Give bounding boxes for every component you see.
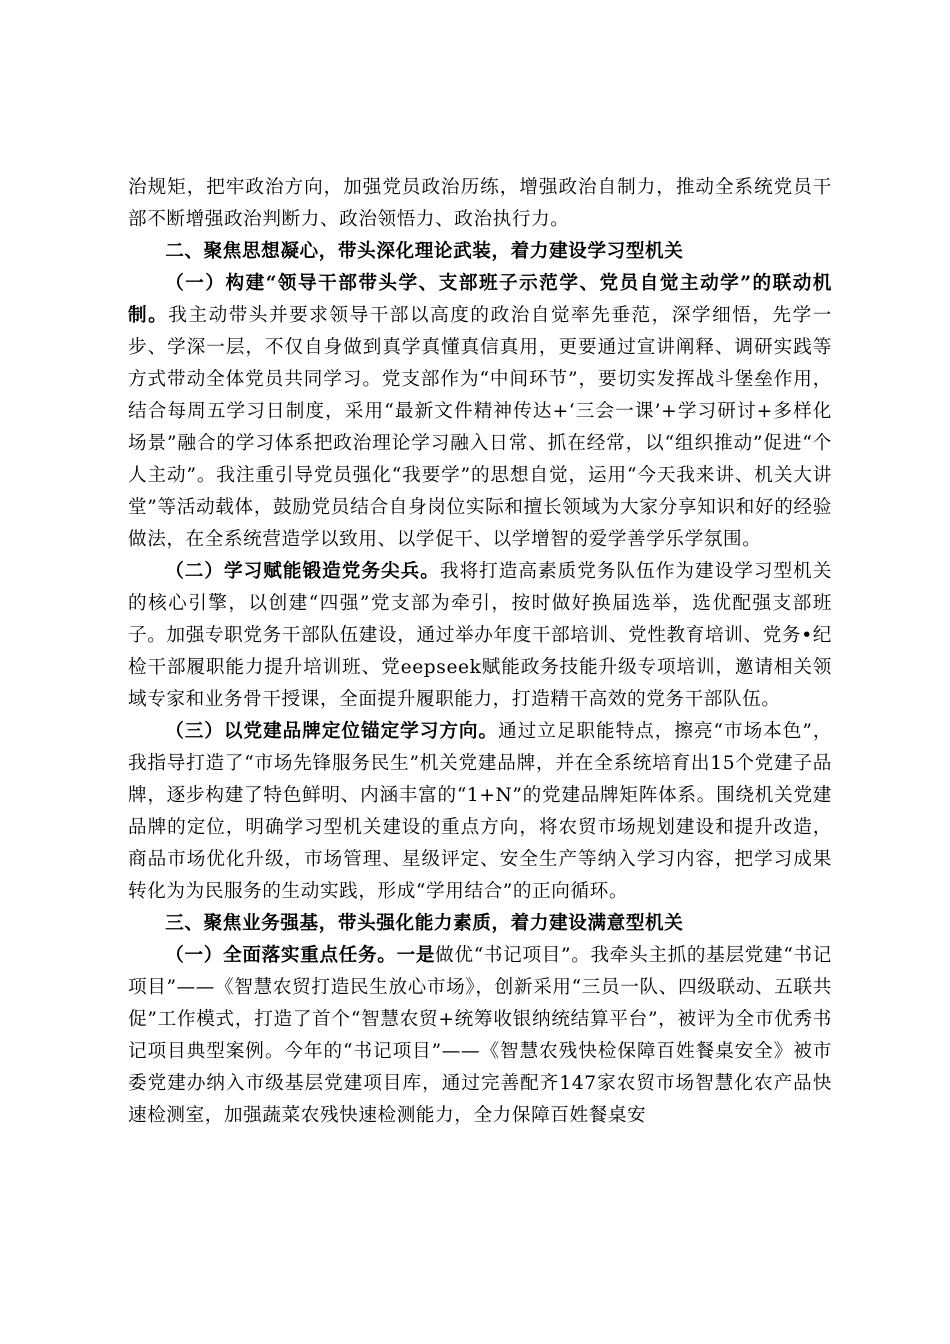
paragraph-2-3 [128,716,832,908]
paragraph-3-1-lead: （一）全面落实重点任务。一是 [165,945,436,966]
paragraph-2-3-lead: （三）以党建品牌定位锚定学习方向。 [165,721,499,742]
paragraph-2-2 [128,556,832,716]
section-heading-2: 二、聚焦思想凝心，带头深化理论武装，着力建设学习型机关 [165,241,684,262]
paragraph-2-2-lead: （二）学习赋能锻造党务尖兵。 [165,561,440,582]
paragraph-2-1-lead: （一）构建“领导干部带头学、支部班子示范学、党员自觉主动学”的联动机制。 [128,273,832,326]
paragraph-2-1-body: 我主动带头并要求领导干部以高度的政治自觉率先垂范，深学细悟，先学一步、学深一层，不仅自身做到真学真懂真信真用，更要通过宣讲阐释、调研实践等方式带动全体党员共同学习。党支部作为“中间环节”，要切实发挥战斗堡垒作用，结合每周五学习日制度，采用“最新文件精神传达+‘三会一课’+学习研讨+多样化场景”融合的学习体系把政治理论学习融入日常、抓在经常，以“组织推动”促进“个人主动”。我注重引导党员强化“我要学”的思想自觉，运用“今天我来讲、机关大讲堂”等活动载体，鼓励党员结合自身岗位实际和擅长领域为大家分享知识和好的经验做法，在全系统营造学以致用、以学促干、以学增智的爱学善学乐学氛围。 [128,305,833,550]
section-heading-3: 三、聚焦业务强基，带头强化能力素质，着力建设满意型机关 [165,913,684,934]
paragraph-2-3-body: 通过立足职能特点，擦亮“市场本色”，我指导打造了“市场先锋服务民生”机关党建品牌，并在全系统培育出15个党建子品牌，逐步构建了特色鲜明、内涵丰富的“1+N”的党建品牌矩阵体系。围绕机关党建品牌的定位，明确学习型机关建设的重点方向，将农贸市场规划建设和提升改造，商品市场优化升级，市场管理、星级评定、安全生产等纳入学习内容，把学习成果转化为为民服务的生动实践，形成“学用结合”的正向循环。 [128,721,833,902]
paragraph-2-2-body: 我将打造高素质党务队伍作为建设学习型机关的核心引擎，以创建“四强”党支部为牵引，按时做好换届选举，选优配强支部班子。加强专职党务干部队伍建设，通过举办年度干部培训、党性教育培训、党务•纪检干部履职能力提升培训班、党eepseek赋能政务技能升级专项培训，邀请相关领域专家和业务骨干授课，全面提升履职能力，打造精干高效的党务干部队伍。 [128,561,832,710]
paragraph-3-1 [128,940,832,1132]
paragraph-2-1 [128,268,832,556]
document-page [128,172,832,1132]
paragraph-3-1-body: 做优“书记项目”。我牵头主抓的基层党建“书记项目”——《智慧农贸打造民生放心市场》，创新采用“三员一队、四级联动、五联共促”工作模式，打造了首个“智慧农贸+统筹收银纳统结算平台”，被评为全市优秀书记项目典型案例。今年的“书记项目”——《智慧农残快检保障百姓餐桌安全》被市委党建办纳入市级基层党建项目库，通过完善配齐147家农贸市场智慧化农产品快速检测室，加强蔬菜农残快速检测能力，全力保障百姓餐桌安 [128,945,832,1126]
paragraph-continuation: 治规矩，把牢政治方向，加强党员政治历练，增强政治自制力，推动全系统党员干部不断增强政治判断力、政治领悟力、政治执行力。 [128,177,832,230]
